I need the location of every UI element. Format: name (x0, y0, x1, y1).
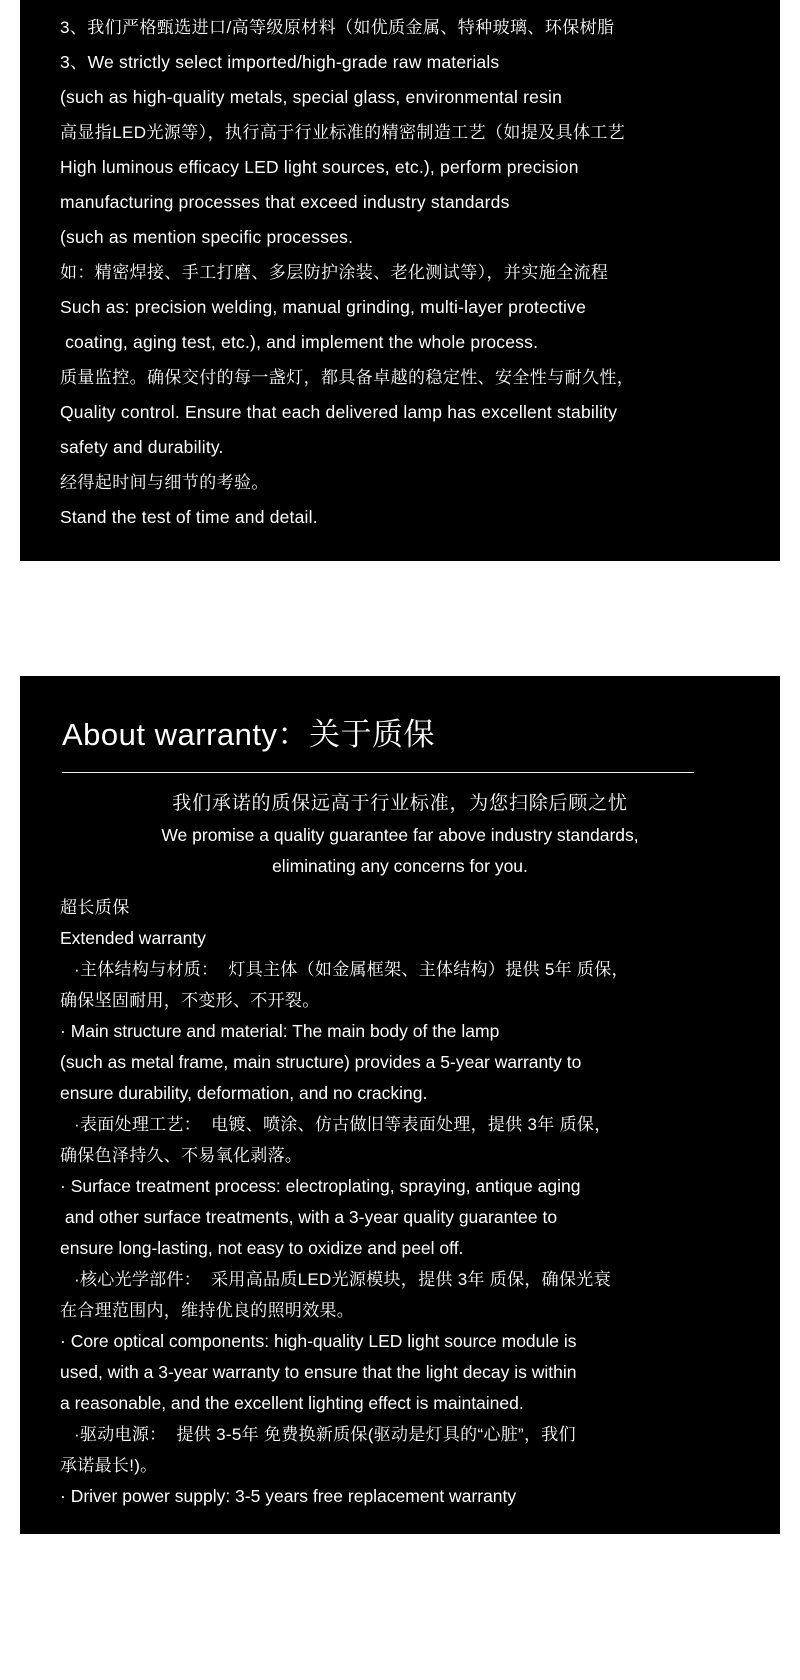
warranty-line-7: · Surface treatment process: electroplating, spraying, antique aging (60, 1176, 581, 1196)
promise-text-en-line1: We promise a quality guarantee far above industry standards, (161, 825, 639, 845)
materials-line-14: Stand the test of time and detail. (60, 507, 318, 527)
materials-line-8: Such as: precision welding, manual grinding, multi-layer protective (60, 297, 587, 317)
warranty-line-5: ·表面处理工艺： 电镀、喷涂、仿古做旧等表面处理，提供 3年 质保， (74, 1115, 612, 1134)
warranty-line-11: 在合理范围内，维持优良的照明效果。 (60, 1301, 355, 1320)
warranty-line-17: · Driver power supply: 3-5 years free replacement warranty (60, 1486, 517, 1506)
warranty-line-16: 承诺最长!)。 (60, 1456, 158, 1475)
warranty-header (60, 686, 740, 773)
materials-line-5: manufacturing processes that exceed industry standards (60, 192, 510, 212)
warranty-line-6: 确保色泽持久、不易氧化剥落。 (60, 1146, 303, 1165)
warranty-line-9: ensure long-lasting, not easy to oxidize and peel off. (60, 1238, 464, 1258)
promise-text-en-line2: eliminating any concerns for you. (272, 856, 528, 876)
promise-text-cn: 我们承诺的质保远高于行业标准，为您扫除后顾之忧 (172, 793, 628, 814)
materials-panel (20, 0, 780, 561)
materials-line-0: 3、我们严格甄选进口/高等级原材料（如优质金属、特种玻璃、环保树脂 (60, 18, 615, 37)
warranty-item-lines (60, 954, 740, 1512)
warranty-line-3: (such as metal frame, main structure) provides a 5-year warranty to (60, 1052, 582, 1072)
warranty-line-1: 确保坚固耐用，不变形、不开裂。 (60, 991, 320, 1010)
materials-line-11: Quality control. Ensure that each delivered lamp has excellent stability (60, 402, 618, 422)
materials-line-6: (such as mention specific processes. (60, 227, 354, 247)
materials-line-2: (such as high-quality metals, special glass, environmental resin (60, 87, 563, 107)
materials-line-1: 3、We strictly select imported/high-grade raw materials (60, 52, 500, 72)
warranty-title: About warranty：关于质保 (62, 717, 435, 752)
warranty-line-13: used, with a 3-year warranty to ensure that the light decay is within (60, 1362, 577, 1382)
warranty-line-15: ·驱动电源： 提供 3-5年 免费换新质保(驱动是灯具的“心脏”，我们 (74, 1425, 576, 1444)
extended-warranty-label-en: Extended warranty (60, 928, 206, 948)
warranty-line-0: ·主体结构与材质： 灯具主体（如金属框架、主体结构）提供 5年 质保， (74, 960, 629, 979)
warranty-panel (20, 676, 780, 1534)
extended-warranty-label-cn: 超长质保 (60, 898, 130, 917)
materials-line-7: 如：精密焊接、手工打磨、多层防护涂装、老化测试等），并实施全流程 (60, 263, 609, 282)
materials-line-13: 经得起时间与细节的考验。 (60, 473, 269, 492)
warranty-line-2: · Main structure and material: The main body of the lamp (60, 1021, 500, 1041)
warranty-line-8: and other surface treatments, with a 3-year quality guarantee to (60, 1207, 558, 1227)
warranty-line-14: a reasonable, and the excellent lighting effect is maintained. (60, 1393, 524, 1413)
materials-line-10: 质量监控。确保交付的每一盏灯，都具备卓越的稳定性、安全性与耐久性， (60, 368, 635, 387)
materials-line-12: safety and durability. (60, 437, 224, 457)
materials-lines (60, 10, 740, 535)
warranty-promise (60, 787, 740, 882)
materials-line-4: High luminous efficacy LED light sources, etc.), perform precision (60, 157, 579, 177)
warranty-line-12: · Core optical components: high-quality LED light source module is (60, 1331, 577, 1351)
extended-warranty-block (60, 892, 740, 1512)
materials-line-9: coating, aging test, etc.), and implement the whole process. (60, 332, 539, 352)
title-divider (62, 772, 694, 773)
warranty-line-10: ·核心光学部件： 采用高品质LED光源模块，提供 3年 质保，确保光衰 (74, 1270, 611, 1289)
materials-line-3: 高显指LED光源等），执行高于行业标准的精密制造工艺（如提及具体工艺 (60, 123, 626, 142)
warranty-line-4: ensure durability, deformation, and no cracking. (60, 1083, 428, 1103)
section-spacer (0, 561, 800, 676)
